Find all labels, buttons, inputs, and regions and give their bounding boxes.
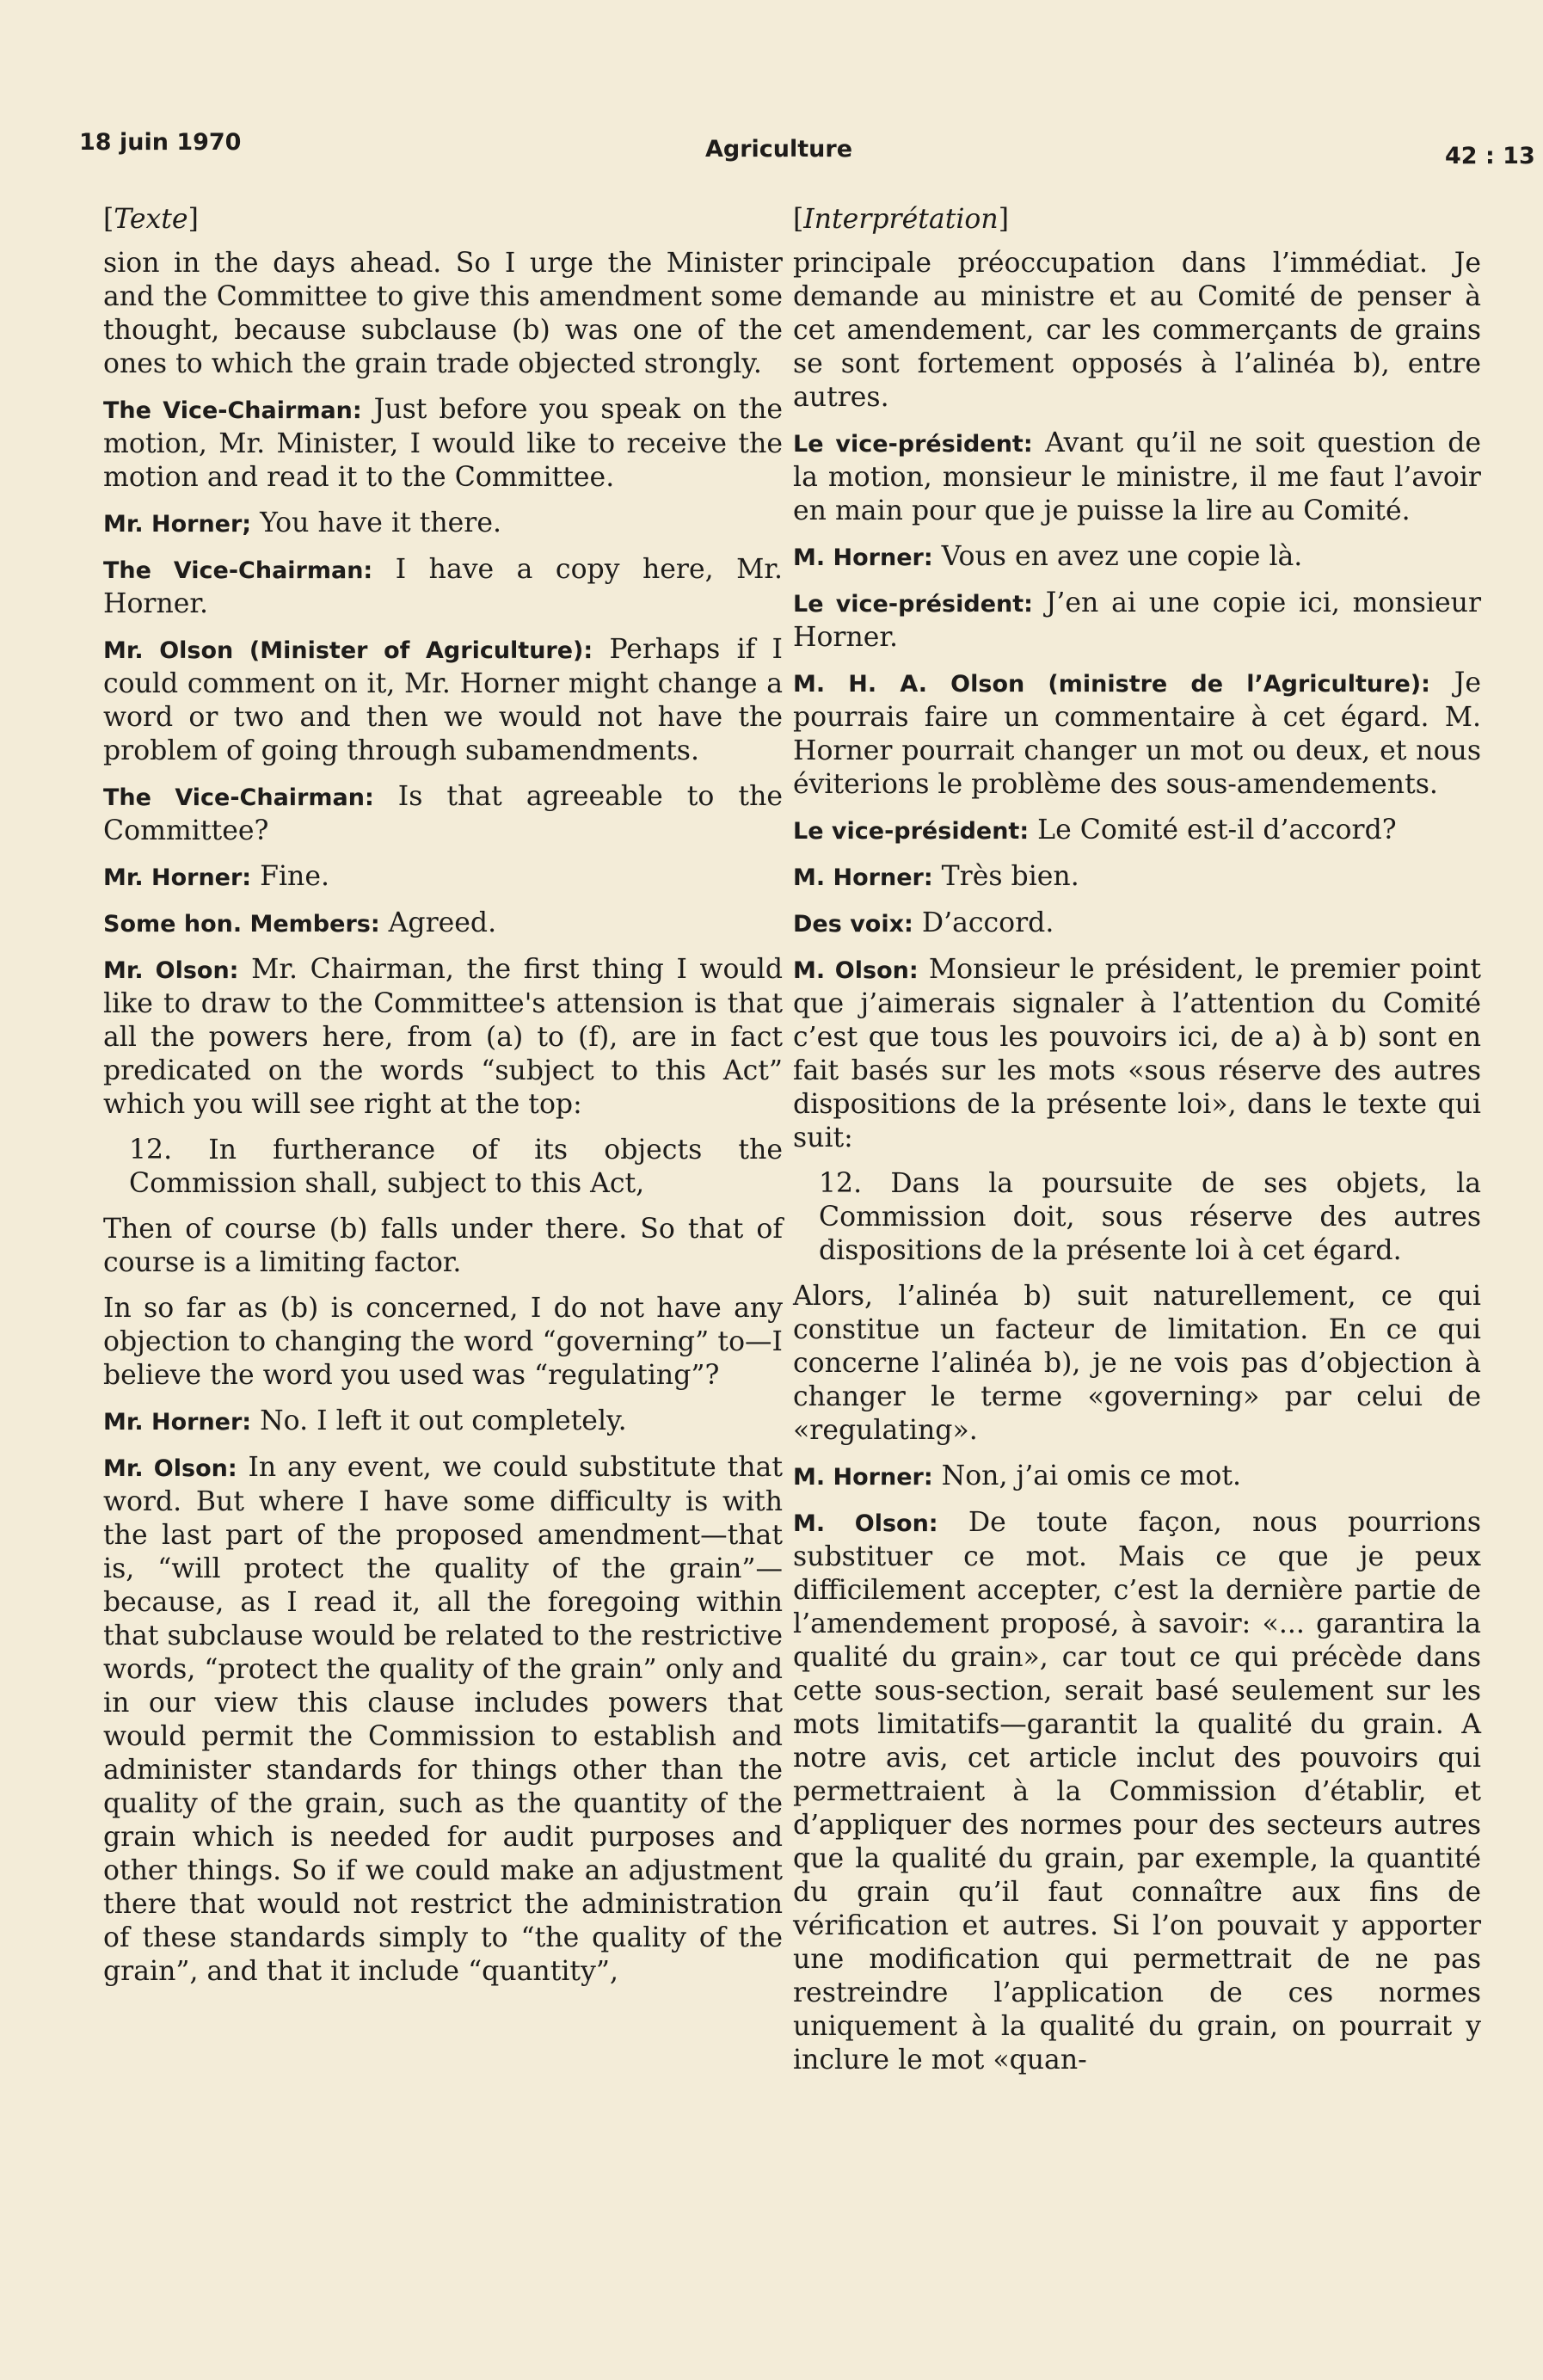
speaker-name: The Vice-Chairman: — [103, 397, 362, 424]
speaker-name: Des voix: — [793, 911, 913, 938]
speech-paragraph — [103, 907, 783, 941]
speech-paragraph — [103, 860, 783, 895]
paragraph-text: I have a copy here, Mr. Horner. — [103, 554, 783, 619]
speech-paragraph — [793, 1506, 1481, 2077]
speaker-name: Le vice-président: — [793, 591, 1033, 618]
speaker-name: The Vice-Chairman: — [103, 557, 373, 584]
speaker-name: M. Horner: — [793, 544, 933, 571]
text-paragraph — [793, 1280, 1481, 1448]
speech-paragraph — [103, 507, 783, 541]
paragraph-text: Monsieur le président, le premier point que j’aimerais signaler à l’attention du Comité c’est que tous les pouvoirs ici, de a) à b) sont en fait basés sur les mots «sous réserve des autres dispositions de la présente loi», dans le texte qui suit: — [793, 954, 1481, 1153]
speaker-name: M. Olson: — [793, 957, 919, 984]
speaker-name: The Vice-Chairman: — [103, 784, 374, 811]
quoted-clause: 12. In furtherance of its objects the Commission shall, subject to this Act, — [129, 1135, 783, 1199]
text-paragraph — [103, 247, 783, 381]
paragraph-text: Just before you speak on the motion, Mr. Minister, I would like to receive the motion and read it to the Committee. — [103, 394, 784, 493]
speech-paragraph — [103, 553, 783, 621]
speech-paragraph — [793, 667, 1481, 802]
paragraph-text: Le Comité est-il d’accord? — [1029, 815, 1397, 846]
speaker-name: M. Horner: — [793, 1464, 933, 1491]
paragraph-text: Is that agreeable to the Committee? — [103, 781, 784, 846]
french-column — [793, 203, 1481, 2089]
paragraph-text: sion in the days ahead. So I urge the Minister and the Committee to give this amendment some thought, because subclause (b) was one of the ones to which the grain trade objected strongly. — [103, 248, 783, 379]
header-date: 18 juin 1970 — [79, 129, 242, 156]
speech-paragraph — [793, 540, 1481, 575]
speaker-name: Mr. Olson (Minister of Agriculture): — [103, 637, 593, 664]
text-paragraph — [103, 1292, 783, 1393]
speech-paragraph — [793, 814, 1481, 848]
text-paragraph — [793, 247, 1481, 415]
speaker-name: Mr. Horner: — [103, 864, 252, 891]
paragraph-text: In so far as (b) is concerned, I do not have any objection to changing the word “governing” to—I believe the word you used was “regulating”? — [103, 1293, 783, 1391]
paragraph-text: Très bien. — [932, 861, 1079, 892]
speech-paragraph — [793, 907, 1481, 941]
french-paragraphs — [793, 247, 1481, 2077]
speaker-name: Mr. Olson: — [103, 957, 239, 984]
paragraph-text: In any event, we could substitute that word. But where I have some difficulty is with the last part of the proposed amendment—that is, “will protect the quality of the grain”—because, as I read it, all the foregoing within that subclause would be related to the restrictive words, “protect the quality of the grain” only and in our view this clause includes powers that would permit the Commission to establish and administer standards for things other than the quality of the grain, such as the quantity of the grain which is needed for audit purposes and other things. So if we could make an adjustment there that would not restrict the administration of these standards simply to “the quality of the grain”, and that it include “quantity”, — [103, 1452, 783, 1987]
paragraph-text: Je pourrais faire un commentaire à cet égard. M. Horner pourrait changer un mot ou deux, et nous éviterions le problème des sous-amendements. — [793, 667, 1481, 800]
speech-paragraph — [793, 953, 1481, 1155]
paragraph-text: J’en ai une copie ici, monsieur Horner. — [793, 587, 1482, 653]
speech-paragraph — [793, 860, 1481, 895]
header-page-number: 42 : 13 — [1445, 143, 1535, 169]
page-header — [0, 129, 1543, 172]
speaker-name: Some hon. Members: — [103, 911, 380, 938]
speaker-name: Mr. Horner: — [103, 1409, 252, 1436]
text-paragraph — [103, 1213, 783, 1280]
english-column — [103, 203, 783, 2001]
speech-paragraph — [793, 587, 1481, 655]
paragraph-text: D’accord. — [913, 907, 1054, 938]
paragraph-text: Then of course (b) falls under there. So that of course is a limiting factor. — [103, 1214, 783, 1278]
paragraph-text: Mr. Chairman, the first thing I would like to draw to the Committee's attension is that all the powers here, from (a) to (f), are in fact predicated on the words “subject to this Act” which you will see right at the top: — [103, 954, 783, 1120]
quoted-clause: 12. Dans la poursuite de ses objets, la Commission doit, sous réserve des autres dispositions de la présente loi à cet égard. — [819, 1168, 1481, 1266]
paragraph-text: Fine. — [251, 861, 329, 892]
paragraph-text: Alors, l’alinéa b) suit naturellement, ce qui constitue un facteur de limitation. En ce qui concerne l’alinéa b), je ne vois pas d’objection à changer le terme «governing» par celui de «regulating». — [793, 1281, 1481, 1446]
paragraph-text: No. I left it out completely. — [251, 1405, 627, 1436]
speaker-name: M. Horner: — [793, 864, 933, 891]
paragraph-text: Perhaps if I could comment on it, Mr. Horner might change a word or two and then we would not have the problem of going through subamendments. — [103, 634, 784, 766]
speaker-name: M. H. A. Olson (ministre de l’Agriculture): — [793, 671, 1430, 698]
paragraph-text: Agreed. — [379, 907, 497, 938]
speech-paragraph — [103, 953, 783, 1122]
section-tag-label: Interprétation — [803, 204, 999, 235]
paragraph-text: De toute façon, nous pourrions substituer ce mot. Mais ce que je peux difficilement accepter, c’est la dernière partie de l’amendement proposé, à savoir: «... garantira la qualité du grain», car tout ce qui précède dans cette sous-section, serait basé seulement sur les mots limitatifs—garantit la qualité du grain. A notre avis, cet article inclut des pouvoirs qui permettraient à la Commission d’établir, et d’appliquer des normes pour des secteurs autres que la qualité du grain, par exemple, la quantité du grain qu’il faut connaître aux fins de vérification et autres. Si l’on pouvait y apporter une modification qui permettrait de ne pas restreindre l’application de ces normes uniquement à la qualité du grain, on pourrait y inclure le mot «quan- — [793, 1507, 1482, 2076]
speech-paragraph — [103, 780, 783, 848]
speech-paragraph — [103, 1405, 783, 1439]
speaker-name: Le vice-président: — [793, 431, 1033, 458]
section-tag: [Interprétation] — [793, 204, 1009, 235]
speech-paragraph — [793, 427, 1481, 528]
paragraph-text: Non, j’ai omis ce mot. — [932, 1461, 1242, 1491]
speech-paragraph — [793, 1460, 1481, 1494]
speaker-name: Mr. Horner; — [103, 511, 252, 538]
speaker-name: Mr. Olson: — [103, 1455, 237, 1482]
paragraph-text: Vous en avez une copie là. — [932, 541, 1303, 572]
section-tag: [Texte] — [103, 204, 199, 235]
paragraph-text: You have it there. — [251, 507, 502, 538]
paragraph-text: Avant qu’il ne soit question de la motion, monsieur le ministre, il me faut l’avoir en main pour que je puisse la lire au Comité. — [793, 427, 1482, 526]
section-tag-label: Texte — [114, 204, 188, 235]
english-paragraphs — [103, 247, 783, 1989]
speaker-name: M. Olson: — [793, 1510, 938, 1537]
speech-paragraph — [103, 1451, 783, 1989]
header-title: Agriculture — [705, 136, 853, 163]
speech-paragraph — [103, 633, 783, 768]
speaker-name: Le vice-président: — [793, 818, 1030, 845]
speech-paragraph — [103, 393, 783, 495]
paragraph-text: principale préoccupation dans l’immédiat. Je demande au ministre et au Comité de penser à cet amendement, car les commerçants de grains se sont fortement opposés à l’alinéa b), entre autres. — [793, 248, 1481, 413]
